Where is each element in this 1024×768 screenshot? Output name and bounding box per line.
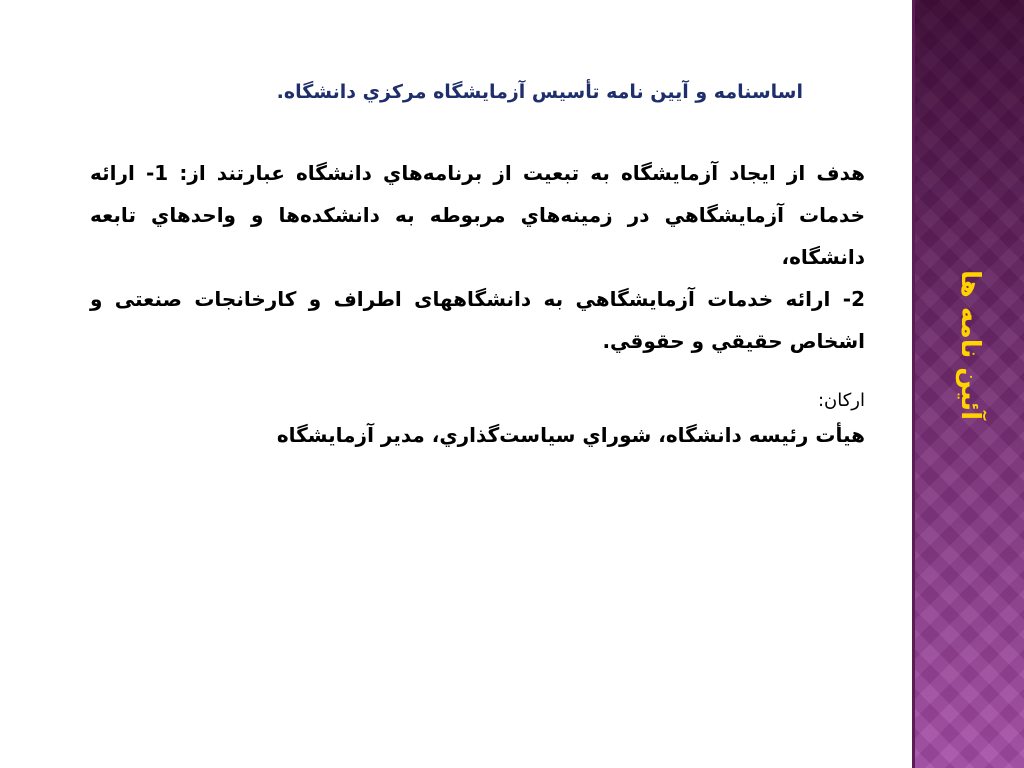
members-text: هيأت رئيسه دانشگاه، شوراي سياست‌گذاري، مدير آزمايشگاه [276, 423, 865, 447]
paragraph-goal: هدف از ايجاد آزمايشگاه به تبعيت از برنامه‌هاي دانشگاه عبارتند از: 1- ارائه خدمات آزمايشگاهي در زمينه‌هاي مربوطه به دانشكده‌ها و واحدهاي تابعه دانشگاه، [90, 161, 865, 269]
sidebar-panel [912, 0, 1024, 768]
slide-title: اساسنامه و آیین نامه تأسيس آزمايشگاه مركزي دانشگاه. [276, 81, 803, 103]
paragraph-services: 2- ارائه خدمات آزمايشگاهي به دانشگاههای اطراف و کارخانجات صنعتی و اشخاص حقيقي و حقوقي. [90, 287, 865, 353]
slide-content [90, 70, 865, 452]
members-label: اركان: [817, 390, 865, 411]
spacer [90, 362, 865, 384]
sidebar-title: آئین نامه ها [954, 270, 985, 420]
